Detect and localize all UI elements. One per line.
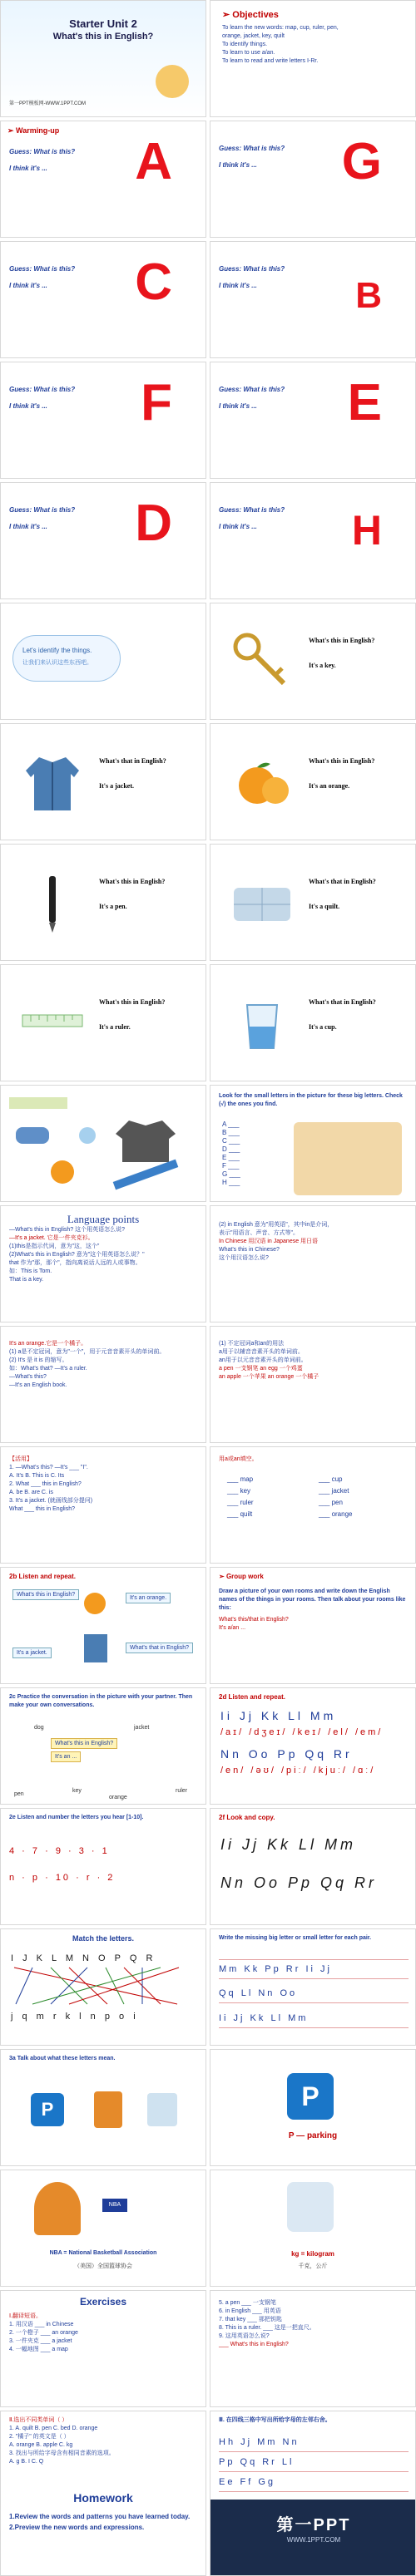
- check-letter: C ___: [222, 1137, 240, 1145]
- object-question: What's that in English?: [309, 878, 376, 885]
- nba-badge: NBA: [102, 2199, 127, 2212]
- guess-letter: F: [141, 374, 172, 431]
- object-answer: It's a quilt.: [309, 903, 340, 910]
- warmup-heading: ➢ Warming-up: [7, 126, 60, 135]
- object-answer: It's a key.: [309, 662, 336, 669]
- conv-bubble-question: What's this in English?: [51, 1738, 117, 1749]
- guess-letter: C: [135, 254, 172, 311]
- practice-slide[interactable]: [0, 1446, 206, 1564]
- objective-item: To learn to read and write letters Ⅰ-Rr.: [222, 58, 319, 64]
- object-question: What's that in English?: [309, 998, 376, 1006]
- ruler-slide[interactable]: [0, 964, 206, 1081]
- phonetics-row-1: /aɪ/ /dʒeɪ/ /keɪ/ /el/ /em/: [220, 1727, 384, 1737]
- object-question: What's this in English?: [309, 637, 375, 644]
- guess-slide-b[interactable]: [210, 241, 416, 358]
- conv-bubble-answer: It's an ...: [51, 1751, 81, 1762]
- brand-banner: [210, 2500, 416, 2576]
- guess-letter: D: [135, 495, 172, 552]
- label-ruler: ruler: [176, 1788, 188, 1794]
- guess-question: Guess: What is this?: [219, 506, 285, 514]
- fill-list-right: ___ cup ___ jacket ___ pen ___ orange: [319, 1475, 353, 1518]
- object-question: What's this in English?: [99, 998, 166, 1006]
- number-row-1: 4 · 7 · 9 · 3 · 1: [9, 1846, 110, 1856]
- guess-question: Guess: What is this?: [9, 386, 76, 393]
- pen-icon: [19, 869, 86, 936]
- group-work-slide[interactable]: [210, 1567, 416, 1684]
- exercises-continued-slide[interactable]: [210, 2290, 416, 2407]
- bubble-question: What's this in English?: [12, 1589, 79, 1600]
- homework-title: Homework: [73, 2491, 133, 2505]
- listen-heading: 2b Listen and repeat.: [9, 1573, 77, 1580]
- objective-item: To learn to use a/an.: [222, 50, 275, 56]
- guess-letter: G: [341, 133, 382, 190]
- nba-meaning-zh: （美国）全国篮球协会: [74, 2263, 132, 2269]
- choices-list: Ⅱ.选出不同类单词（ ） 1. A. quilt B. pen C. bed D. orange 2. "橘子" 的英文是（ ） A. orange B. apple C. kg 3. 找出与所给字母含有相同音素的选项。 A. g B. I C. Q: [9, 2417, 115, 2465]
- title-slide[interactable]: [0, 0, 206, 117]
- guess-answer: I think it's ...: [219, 523, 257, 530]
- language-points-left: —What's this in English? 这个用英语怎么说? —It's a jacket. 它是一件夹克衫。 (1)this是指示代词，意为"这，这个" (2)What's this in English? 意为"这个用英语怎么说？" that 作为"那，那个"，指向离说话人远的人或事物。 如：This is Tom. That is a key.: [9, 1227, 145, 1283]
- guess-letter: E: [347, 374, 382, 431]
- look-find-heading: Look for the small letters in the picture for these big letters. Check (√) the ones you find.: [219, 1093, 403, 1107]
- objectives-slide[interactable]: [210, 0, 416, 117]
- fill-a-an-slide[interactable]: [210, 1446, 416, 1564]
- object-answer: It's a ruler.: [99, 1023, 131, 1031]
- letters-row-2: Nn Oo Pp Qq Rr: [220, 1747, 353, 1761]
- orange-slide[interactable]: [210, 723, 416, 840]
- cartoon-kid-icon: [156, 65, 189, 98]
- in-english-slide[interactable]: [210, 1205, 416, 1322]
- objectives-list: [222, 24, 409, 66]
- objects-collage: [12, 1112, 196, 1195]
- object-question: What's this in English?: [309, 757, 375, 765]
- exercises-list: Ⅰ.翻译短语。 1. 用汉语 ___ in Chinese 2. 一个橙子 ___ an orange 3. 一件夹克 ___ a jacket 4. 一幅地图 ___ a map: [9, 2313, 78, 2352]
- kg-meaning-zh: 千克，公斤: [298, 2263, 328, 2269]
- lesson-title: What's this in English?: [52, 32, 154, 42]
- check-letter: H ___: [222, 1179, 240, 1186]
- ruler-icon: [19, 990, 86, 1057]
- kg-slide[interactable]: [210, 2170, 416, 2287]
- object-question: What's that in English?: [99, 757, 166, 765]
- guess-slide-e[interactable]: [210, 362, 416, 479]
- cup-icon: [229, 990, 295, 1057]
- group-work-heading: ➢ Group work: [219, 1573, 264, 1580]
- missing-row-1: Mm Kk Pp Rr Ii Jj: [219, 1959, 409, 1979]
- parking-meaning: P — parking: [288, 2131, 338, 2140]
- jacket-icon: [84, 1634, 107, 1662]
- object-answer: It's a cup.: [309, 1023, 337, 1031]
- match-letters-slide[interactable]: [0, 1928, 206, 2046]
- site-footer: 第一PPT模板网-WWW.1PPT.COM: [9, 101, 86, 106]
- guess-answer: I think it's ...: [219, 282, 257, 289]
- practice-block: 【活用】 1. —What's this? —It's ___ "I". A. It's B. This is C. Its 2. What ___ this in English? A. be B. are C. is 3. It's a jacket. (就画线部分提问) What ___ this in English?: [9, 1456, 93, 1512]
- brand-name: 第一PPT: [276, 2516, 351, 2534]
- check-letter: E ___: [222, 1154, 240, 1161]
- four-line-row-3: Ee Ff Gg: [219, 2473, 409, 2492]
- language-points-title: Language points: [67, 1213, 140, 1225]
- copy-row-2: Nn Oo Pp Qq Rr: [220, 1874, 378, 1891]
- guess-answer: I think it's ...: [219, 161, 257, 169]
- guess-slide-f[interactable]: [0, 362, 206, 479]
- jacket-slide[interactable]: [0, 723, 206, 840]
- check-letter: D ___: [222, 1145, 240, 1153]
- objective-item: To identify things.: [222, 42, 268, 47]
- guess-question: Guess: What is this?: [219, 145, 285, 152]
- label-jacket: jacket: [134, 1725, 150, 1731]
- practice-conversation-slide[interactable]: [0, 1687, 206, 1805]
- listen-number-slide[interactable]: [0, 1808, 206, 1925]
- missing-row-2: Qq Ll Nn Oo: [219, 1984, 409, 2003]
- picture-collage-slide[interactable]: [0, 1085, 206, 1202]
- identify-slide[interactable]: [0, 603, 206, 720]
- guess-question: Guess: What is this?: [9, 148, 76, 155]
- fill-block: 用a或an填空。: [219, 1456, 258, 1462]
- fill-list-left: ___ map ___ key ___ ruler ___ quilt: [227, 1475, 254, 1518]
- objectives-heading: ➢ Objectives: [222, 10, 279, 20]
- guess-letter: B: [355, 275, 382, 316]
- four-line-row-2: Pp Qq Rr Ll: [219, 2453, 409, 2472]
- look-find-slide[interactable]: [210, 1085, 416, 1202]
- four-line-row-1: Hh Jj Mm Nn: [219, 2433, 409, 2452]
- objective-item: To learn the new words: map, cup, ruler, pen,: [222, 25, 339, 31]
- language-points-slide[interactable]: [0, 1205, 206, 1322]
- tag-label: [9, 1097, 67, 1109]
- letters-phonetics-slide[interactable]: [210, 1687, 416, 1805]
- nba-meaning: NBA = National Basketball Association: [49, 2250, 157, 2256]
- guess-slide-g[interactable]: [210, 121, 416, 238]
- article-notes-slide[interactable]: [0, 1326, 206, 1443]
- brand-url: WWW.1PPT.COM: [286, 2536, 341, 2544]
- listen-number-heading: 2e Listen and number the letters you hear [1-10].: [9, 1815, 144, 1820]
- listen-repeat-slide[interactable]: [0, 1567, 206, 1684]
- letter-check-list: [222, 1121, 240, 1187]
- check-letter: A ___: [222, 1121, 240, 1128]
- missing-heading: Write the missing big letter or small letter for each pair.: [219, 1935, 372, 1941]
- match-lines: [11, 1966, 197, 2007]
- letters-row-1: Ii Jj Kk Ll Mm: [220, 1709, 337, 1722]
- bubble-answer: It's an orange.: [126, 1593, 171, 1603]
- signs-heading: 3a Talk about what these letters mean.: [9, 2056, 116, 2061]
- bubble-question: What's that in English?: [126, 1643, 193, 1653]
- bubble-answer: It's a jacket.: [12, 1648, 52, 1658]
- check-letter: F ___: [222, 1162, 240, 1170]
- signs-slide[interactable]: [0, 2049, 206, 2166]
- guess-slide-h[interactable]: [210, 482, 416, 599]
- lower-letters: j q m r k l n p o i: [11, 2012, 139, 2022]
- classroom-picture: [294, 1122, 402, 1195]
- parking-sign-icon: P: [31, 2093, 64, 2126]
- flour-bag-icon: [287, 2182, 334, 2232]
- guess-answer: I think it's ...: [9, 282, 47, 289]
- objective-item: orange, jacket, key, quilt: [222, 33, 285, 39]
- group-work-body: Draw a picture of your own rooms and write down the English names of the things in your rooms. Then talk about your rooms like this: What's this/that in English? It's a/an ...: [219, 1588, 406, 1631]
- guess-answer: I think it's ...: [9, 523, 47, 530]
- kg-meaning: kg = kilogram: [291, 2250, 334, 2258]
- parking-sign-icon: P: [287, 2073, 334, 2120]
- upper-letters: I J K L M N O P Q R: [11, 1953, 156, 1963]
- guess-slide-c[interactable]: [0, 241, 206, 358]
- guess-question: Guess: What is this?: [9, 506, 76, 514]
- four-line-heading: Ⅲ. 在四线三格中写出所给字母的左邻右舍。: [219, 2417, 331, 2423]
- notes-right: (1) 不定冠词a和an的用法 a用于以辅音音素开头的单词前。 an用于以元音音素开头的单词前。 a pen 一支钢笔 an egg 一个鸡蛋 an apple 一个苹果 an orange 一个橘子: [219, 1341, 319, 1380]
- guess-letter: A: [135, 133, 172, 190]
- a-an-notes-slide[interactable]: [210, 1326, 416, 1443]
- basketball-player-icon: [34, 2182, 81, 2235]
- guess-answer: I think it's ...: [9, 402, 47, 410]
- practice-conv-heading: 2c Practice the conversation in the picture with your partner. Then make your own conversations.: [9, 1694, 193, 1708]
- listen-repeat-heading: 2d Listen and repeat.: [219, 1693, 286, 1701]
- key-icon: [229, 628, 295, 695]
- look-copy-slide[interactable]: [210, 1808, 416, 1925]
- identify-text: Let's identify the things.: [22, 647, 92, 654]
- check-letter: G ___: [222, 1170, 240, 1178]
- copy-row-1: Ii Jj Kk Ll Mm: [220, 1836, 357, 1853]
- object-answer: It's a jacket.: [99, 782, 134, 790]
- four-line-slide[interactable]: [210, 2411, 416, 2576]
- notes-left: It's an orange.它是一个橘子。 (1) a是不定冠词，意为"一个"，用于元音音素开头的单词前。 (2) It's 是 it is 的缩写。 如：What's that? —It's a ruler. —What's this? —It's an English book.: [9, 1341, 166, 1388]
- object-answer: It's an orange.: [309, 782, 350, 790]
- label-orange: orange: [109, 1795, 127, 1800]
- homework-list: 1.Review the words and patterns you have learned today. 2.Preview the new words and expressions.: [9, 2513, 191, 2531]
- object-answer: It's a pen.: [99, 903, 127, 910]
- guess-question: Guess: What is this?: [9, 265, 76, 273]
- object-question: What's this in English?: [99, 878, 166, 885]
- parking-slide[interactable]: [210, 2049, 416, 2166]
- guess-question: Guess: What is this?: [219, 265, 285, 273]
- quilt-slide[interactable]: [210, 844, 416, 961]
- pen-slide[interactable]: [0, 844, 206, 961]
- missing-row-3: Ii Jj Kk Ll Mm: [219, 2009, 409, 2028]
- match-heading: Match the letters.: [72, 1934, 135, 1943]
- identify-text-zh: 让我们来认识这些东西吧。: [22, 660, 92, 666]
- phonetics-row-2: /en/ /əʊ/ /piː/ /kjuː/ /ɑː/: [220, 1766, 376, 1776]
- cup-slide[interactable]: [210, 964, 416, 1081]
- exercises-right-list: 5. a pen ___ 一支钢笔 6. in English ___ 用英语 7. that key ___ 那把钥匙 8. This is a ruler. ___ 这是一把直尺。 9. 这用英语怎么说? ___ What's this in English?: [219, 2300, 315, 2347]
- guess-letter: H: [351, 507, 382, 554]
- check-letter: B ___: [222, 1129, 240, 1136]
- label-key: key: [72, 1788, 82, 1794]
- guess-answer: I think it's ...: [9, 165, 47, 172]
- quilt-icon: [229, 869, 295, 936]
- kg-bag-icon: [147, 2093, 177, 2126]
- orange-icon: [84, 1593, 106, 1614]
- exercises-title: Exercises: [79, 2296, 127, 2308]
- exercises-slide[interactable]: [0, 2290, 206, 2407]
- guess-slide-d[interactable]: [0, 482, 206, 599]
- jacket-icon: [19, 749, 86, 815]
- label-pen: pen: [14, 1791, 24, 1797]
- language-points-right: (2) in English 意为"用英语"，其中in是介词， 表示"用语言、声音、方式等"。 In Chinese 用汉语 in Japanese 用日语 What's this in Chinese? 这个用汉语怎么说?: [219, 1222, 334, 1261]
- number-row-2: n · p · 10 · r · 2: [9, 1873, 116, 1883]
- label-dog: dog: [34, 1725, 44, 1731]
- nba-slide[interactable]: [0, 2170, 206, 2287]
- choices-homework-slide[interactable]: [0, 2411, 206, 2576]
- orange-icon: [229, 749, 295, 815]
- look-copy-heading: 2f Look and copy.: [219, 1814, 275, 1821]
- unit-title: Starter Unit 2: [69, 17, 137, 30]
- guess-answer: I think it's ...: [219, 402, 257, 410]
- guess-question: Guess: What is this?: [219, 386, 285, 393]
- nba-logo-icon: [94, 2091, 122, 2128]
- guess-slide-a[interactable]: [0, 121, 206, 238]
- key-slide[interactable]: [210, 603, 416, 720]
- missing-letters-slide[interactable]: [210, 1928, 416, 2046]
